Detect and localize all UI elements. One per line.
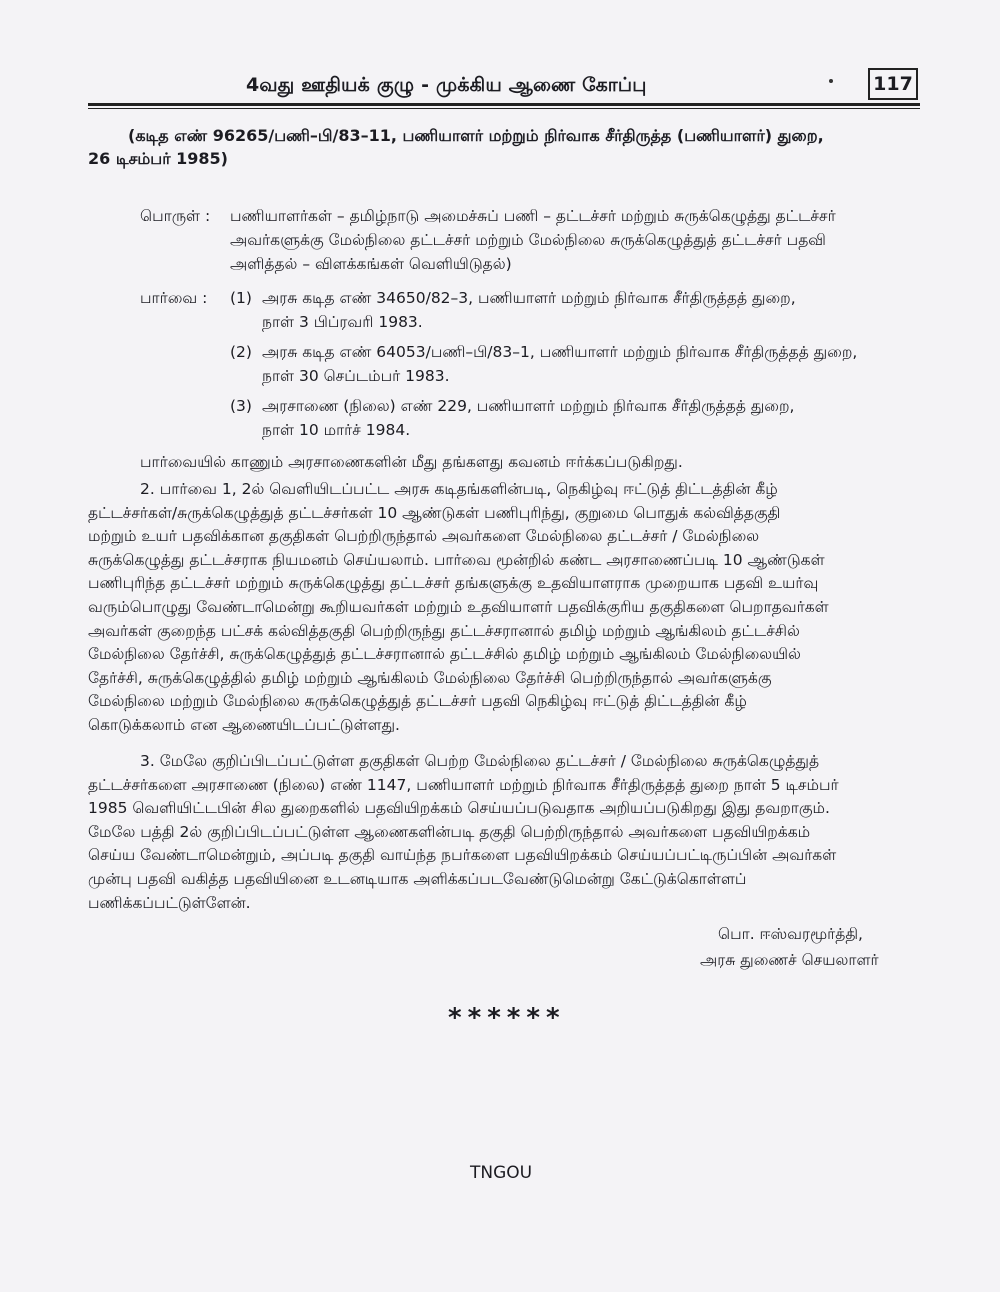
reference-line: அரசு கடித எண் 64053/பணி–பி/83–1, பணியாளர் மற்றும் நிர்வாக சீர்திருத்தத் துறை, [262, 343, 858, 361]
subject-line: அவர்களுக்கு மேல்நிலை தட்டச்சர் மற்றும் மேல்நிலை சுருக்கெழுத்துத் தட்டச்சர் பதவி [230, 231, 826, 249]
letter-reference-line: (கடித எண் 96265/பணி–பி/83–11, பணியாளர் மற்றும் நிர்வாக சீர்திருத்த (பணியாளர்) துறை, [128, 126, 824, 145]
paragraph-line: அவர்கள் குறைந்த பட்சக் கல்வித்தகுதி பெற்றிருந்து தட்டச்சரானால் தமிழ் மற்றும் ஆங்கிலம் தட்டச்சில் [88, 621, 800, 640]
paragraph-line: மேலே பத்தி 2ல் குறிப்பிடப்பட்டுள்ள ஆணைகளின்படி தகுதி பெற்றிருந்தால் அவர்களை பதவியிறக்கம் [88, 822, 811, 841]
paragraph-line: மேல்நிலை மற்றும் மேல்நிலை சுருக்கெழுத்துத் தட்டச்சர் பதவி நெகிழ்வு ஈட்டுத் திட்டத்தின் கீழ் [88, 692, 747, 711]
reference-line: நாள் 3 பிப்ரவரி 1983. [262, 313, 423, 331]
reference-line: அரசாணை (நிலை) எண் 229, பணியாளர் மற்றும் நிர்வாக சீர்திருத்தத் துறை, [262, 397, 795, 415]
paragraph-line: மேல்நிலை தேர்ச்சி, சுருக்கெழுத்துத் தட்டச்சரானால் தட்டச்சில் தமிழ் மற்றும் ஆங்கிலம் மேல்நிலையில் [88, 645, 801, 664]
paragraph-line: கொடுக்கலாம் என ஆணையிடப்பட்டுள்ளது. [88, 715, 400, 734]
paragraph-line: 1985 வெளியிட்டபின் சில துறைகளில் பதவியிறக்கம் செய்யப்படுவதாக அறியப்படுகிறது இது தவறாகும். [88, 799, 830, 818]
ink-dot [829, 79, 833, 83]
attention-line: பார்வையில் காணும் அரசாணைகளின் மீது தங்களது கவனம் ஈர்க்கப்படுகிறது. [140, 453, 683, 471]
paragraph-line: பணிக்கப்பட்டுள்ளேன். [88, 893, 251, 912]
reference-number: (2) [230, 343, 252, 361]
header-rule-thick [88, 103, 920, 106]
letter-reference [88, 124, 920, 170]
signatory-name: பொ. ஈஸ்வரமூர்த்தி, [718, 925, 863, 943]
paragraph-line: மற்றும் உயர் பதவிக்கான தகுதிகள் பெற்றிருந்தால் அவர்களை மேல்நிலை தட்டச்சர் / மேல்நிலை [88, 527, 760, 546]
header-title: 4வது ஊதியக் குழு - முக்கிய ஆணை கோப்பு [246, 74, 647, 96]
reference-line: நாள் 30 செப்டம்பர் 1983. [262, 367, 450, 385]
watermark-text: TNGOU [470, 1163, 533, 1183]
subject-text [230, 204, 836, 276]
reference-line: நாள் 10 மார்ச் 1984. [262, 421, 411, 439]
paragraph-line: செய்ய வேண்டாமென்றும், அப்படி தகுதி வாய்ந்த நபர்களை பதவியிறக்கம் செய்யப்பட்டிருப்பின் அவர்கள் [88, 846, 837, 865]
paragraph-line: 2. பார்வை 1, 2ல் வெளியிடப்பட்ட அரசு கடிதங்களின்படி, நெகிழ்வு ஈட்டுத் திட்டத்தின் கீழ் [140, 480, 778, 498]
section-separator: ****** [448, 1003, 566, 1033]
paragraph-line: 3. மேலே குறிப்பிடப்பட்டுள்ள தகுதிகள் பெற்ற மேல்நிலை தட்டச்சர் / மேல்நிலை சுருக்கெழுத்துத் [140, 752, 820, 770]
subject-line: பணியாளர்கள் – தமிழ்நாடு அமைச்சுப் பணி – தட்டச்சர் மற்றும் சுருக்கெழுத்து தட்டச்சர் [230, 207, 836, 225]
paragraph-line: சுருக்கெழுத்து தட்டச்சராக நியமனம் செய்யலாம். பார்வை மூன்றில் கண்ட அரசாணைப்படி 10 ஆண்டுகள் [88, 550, 825, 569]
paragraph-line: தேர்ச்சி, சுருக்கெழுத்தில் தமிழ் மற்றும் ஆங்கிலம் மேல்நிலை தேர்ச்சி பெற்றிருந்தால் அவர்களுக்கு [88, 668, 772, 687]
reference-item [262, 286, 796, 334]
header-rule-thin [88, 108, 920, 109]
reference-number: (3) [230, 397, 252, 415]
paragraph-line: பணிபுரிந்த தட்டச்சர் மற்றும் சுருக்கெழுத்து தட்டச்சர் தங்களுக்கு உதவியாளராக முறையாக பதவி உயர்வு [88, 574, 819, 593]
reference-label: பார்வை : [140, 289, 208, 307]
paragraph-line: முன்பு பதவி வகித்த பதவியினை உடனடியாக அளிக்கப்படவேண்டுமென்று கேட்டுக்கொள்ளப் [88, 869, 747, 888]
paragraph-line: தட்டச்சர்களை அரசாணை (நிலை) எண் 1147, பணியாளர் மற்றும் நிர்வாக சீர்திருத்தத் துறை நாள் 5 டிசம்பர் [88, 775, 839, 794]
subject-label: பொருள் : [140, 207, 211, 225]
page-number: 117 [868, 68, 918, 100]
reference-item [262, 394, 794, 442]
subject-line: அளித்தல் – விளக்கங்கள் வெளியிடுதல்) [230, 255, 512, 273]
paragraph-3 [88, 750, 920, 915]
page-header [88, 66, 920, 100]
letter-reference-line: 26 டிசம்பர் 1985) [88, 149, 228, 168]
reference-number: (1) [230, 289, 252, 307]
reference-item [262, 340, 857, 388]
paragraph-line: வரும்பொழுது வேண்டாமென்று கூறியவர்கள் மற்றும் உதவியாளர் பதவிக்குரிய தகுதிகளை பெறாதவர்கள் [88, 597, 829, 616]
signatory-designation: அரசு துணைச் செயலாளர் [700, 951, 879, 969]
paragraph-2 [88, 478, 920, 738]
reference-line: அரசு கடித எண் 34650/82–3, பணியாளர் மற்றும் நிர்வாக சீர்திருத்தத் துறை, [262, 289, 796, 307]
paragraph-line: தட்டச்சர்கள்/சுருக்கெழுத்துத் தட்டச்சர்கள் 10 ஆண்டுகள் பணிபுரிந்து, குறுமை பொதுக் கல்வித்தகுதி [88, 503, 781, 522]
